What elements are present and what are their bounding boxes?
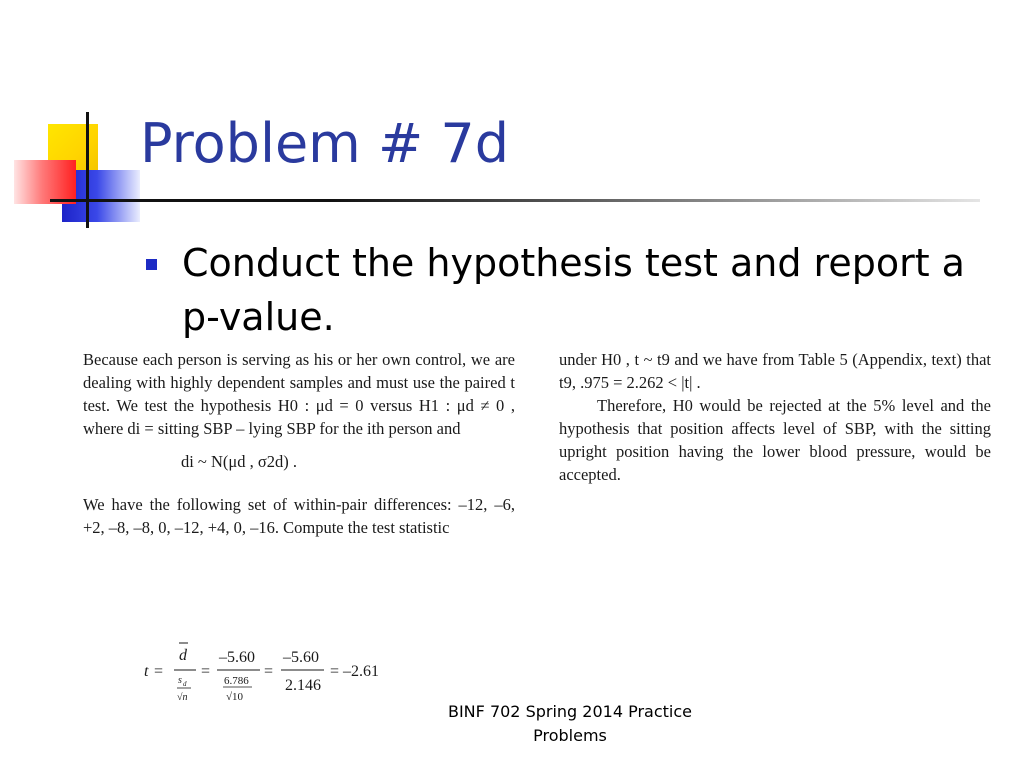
slide-title: Problem # 7d: [140, 112, 509, 175]
svg-text:t: t: [144, 663, 149, 680]
svg-text:2.146: 2.146: [285, 677, 321, 694]
textbook-paragraph-1: Because each person is serving as his or her own control, we are dealing with highly dependent samples and must use the paired t test. We test the hypothesis H0 : μd = 0 versus H1 : μd ≠ 0 , where di = sitting SBP – lying SBP for the ith person and: [83, 350, 515, 438]
svg-text:√n: √n: [177, 692, 188, 703]
slide-footer: [420, 700, 720, 748]
svg-text:6.786: 6.786: [224, 675, 249, 687]
svg-text:s: s: [178, 675, 182, 686]
svg-text:–5.60: –5.60: [219, 649, 255, 666]
decorative-logo-blocks: [0, 100, 150, 230]
textbook-right-paragraph-1: under H0 , t ~ t9 and we have from Table 5 (Appendix, text) that t9, .975 = 2.262 < |t| .: [559, 350, 991, 392]
svg-text:=: =: [154, 663, 164, 680]
textbook-right-column: [559, 348, 991, 486]
footer-line-1: BINF 702 Spring 2014 Practice: [447, 702, 692, 721]
textbook-right-paragraph-2: Therefore, H0 would be rejected at the 5% level and the hypothesis that position affects level of SBP, with the sitting upright position having the lower blood pressure, would be accepted.: [559, 396, 991, 484]
svg-text:d: d: [183, 680, 187, 688]
textbook-left-column: [83, 348, 515, 539]
textbook-paragraph-2: We have the following set of within-pair differences: –12, –6, +2, –8, –8, 0, –12, +4, 0, –16. Compute the test statistic: [83, 495, 515, 537]
svg-text:= –2.61: = –2.61: [330, 663, 380, 680]
red-square: [14, 160, 76, 204]
distribution-equation: di ~ N(μd , σ2d) .: [180, 452, 298, 471]
title-underline: [50, 199, 980, 202]
svg-text:√10: √10: [226, 691, 244, 703]
vertical-rule: [86, 112, 89, 228]
svg-text:d: d: [179, 647, 187, 664]
footer-line-2: Problems: [533, 726, 607, 745]
t-statistic-formula: [144, 640, 404, 710]
svg-text:–5.60: –5.60: [283, 649, 319, 666]
svg-text:=: =: [201, 663, 211, 680]
bullet-text: Conduct the hypothesis test and report a p-value.: [182, 241, 965, 339]
svg-text:=: =: [264, 663, 274, 680]
bullet-square-icon: [146, 259, 157, 270]
